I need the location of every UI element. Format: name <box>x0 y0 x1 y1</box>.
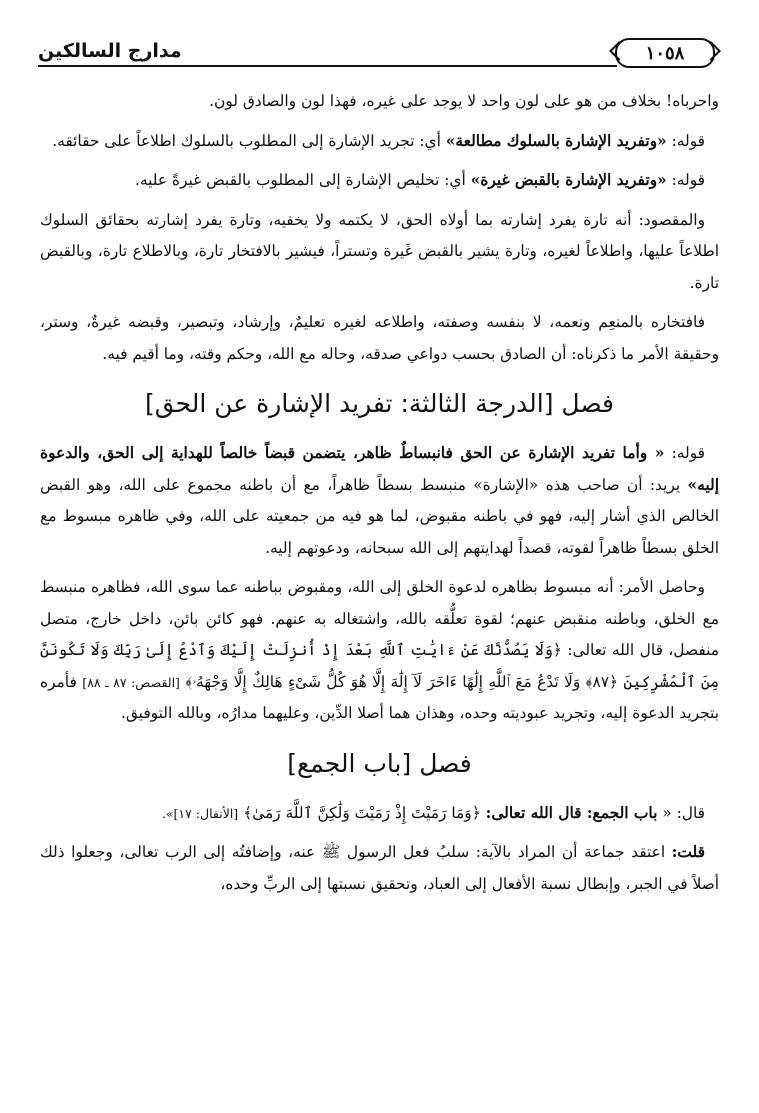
verse-reference: [الأنفال: ١٧]». <box>161 805 239 821</box>
paragraph: فافتخاره بالمنعِم ونعمه، لا بنفسه وصفته، واطلاعه لغيره تعليمٌ، وإرشاد، وتبصير، وقبضه غيرةٌ، وستر، وحقيقة الأمر ما ذكرناه: أن الصادق بحسب دواعي صدقه، وحاله مع الله، وحكم وقته، وما أقيم فيه. <box>40 313 719 363</box>
quran-verse: ﴿وَمَا رَمَيْتَ إِذْ رَمَيْتَ وَلَٰكِنَّ ٱللَّهَ رَمَىٰ﴾ <box>243 803 481 822</box>
paragraph-text: أي: تجريد الإشارة إلى المطلوب بالسلوك اطلاعاً على حقائقه. <box>52 131 441 150</box>
section-heading: فصل [الدرجة الثالثة: تفريد الإشارة عن الحق] <box>145 389 614 418</box>
page-body <box>40 86 719 908</box>
paragraph-lead: قوله: <box>671 444 705 462</box>
running-header <box>38 34 715 70</box>
paragraph <box>40 837 719 900</box>
paragraph <box>40 165 719 197</box>
section-heading: فصل [باب الجمع] <box>287 748 472 778</box>
quoted-text: «وتفريد الإشارة بالسلوك مطالعة» <box>445 131 667 150</box>
paragraph: والمقصود: أنه تارة يفرد إشارته بما أولاه الحق، لا يكتمه ولا يخفيه، وتارة يفرد إشارته بحقائق السلوك اطلاعاً عليها، واطلاعاً لغيره، وتارة يشير بالقبض غَيرة وتستراً، فيشير بالافتخار تارة، وبالاطلاع تارة، وبالقبض تارة. <box>40 210 719 292</box>
paragraph-lead: قال: « <box>662 803 705 822</box>
paragraph-lead: قلت: <box>671 843 705 861</box>
paragraph-text: يريد: أن صاحب هذه «الإشارة» منبسط بسطاً ظاهراً، مع أن باطنه مجموع على الله، وهو القبض الخالص الذي أشار إليه، فهو في باطنه مقبوض، لما هو فيه من جمعيته على الله، وفي ظاهره مبسوط مع الخلق بسطاً ظاهراً لقوته، قصداً لهدايتهم إلى الله سبحانه، ودعوتهم إليه. <box>40 475 719 557</box>
paragraph-lead: قوله: <box>671 131 705 150</box>
paragraph: واحرباه! بخلاف من هو على لون واحد لا يوجد على غيره، فهذا لون والصادق لون. <box>209 92 719 110</box>
paragraph <box>40 126 719 158</box>
quoted-text: « وأما تفريد الإشارة عن الحق فانبساطٌ ظاهر، يتضمن قبضاً خالصاً للهداية إلى الحق، والدعوة إليه» <box>40 444 719 494</box>
paragraph-text: وحاصل الأمر: أنه مبسوط بظاهره لدعوة الخلق إلى الله، ومقبوض بباطنه عما سوى الله، فظاهره منبسط مع الخلق، وباطنه منقبض عنهم؛ لقوة تعلُّقه بالله، واشتغاله به عنهم. فهو كائن بائن، داخل خارج، متصل منفصل، قال الله تعالى: <box>40 578 719 659</box>
paragraph <box>40 572 719 730</box>
paragraph-lead: قوله: <box>671 171 705 189</box>
book-title: مدارج السالكين <box>38 40 182 62</box>
paragraph <box>40 438 719 564</box>
paragraph-text: فأمره بتجريد الدعوة إليه، وتجريد عبوديته وحده، وهذان هما أصلا الدِّين، وعليهما مدارُه، وبالله التوفيق. <box>40 672 719 722</box>
quoted-text: «وتفريد الإشارة بالقبض غيرة» <box>470 171 667 189</box>
page-number: ١٠٥٨ <box>615 38 715 68</box>
header-rule <box>38 65 617 67</box>
paragraph <box>40 798 719 830</box>
verse-reference: [القصص: ٨٧ ـ ٨٨] <box>82 674 180 690</box>
paragraph-text: اعتقد جماعة أن المراد بالآية: سلبُ فعل الرسول ﷺ عنه، وإضافتُه إلى الرب تعالى، وجعلوا ذلك أصلاً في الجبر، وإبطال نسبة الأفعال إلى العباد، وتحقيق نسبتها إلى الربِّ وحده، <box>40 843 719 893</box>
quran-verse: ﴿وَلَا يَصُدُّنَّكَ عَنْ ءَايَٰتِ ٱللَّهِ بَعْدَ إِذْ أُنزِلَتْ إِلَيْكَ وَٱدْعُ إِلَىٰ رَبِّكَ وَلَا تَكُونَنَّ مِنَ ٱلْمُشْرِكِينَ ﴿٨٧﴾ وَلَا تَدْعُ مَعَ ٱللَّهِ إِلَٰهًا ءَاخَرَ لَآ إِلَٰهَ إِلَّا هُوَ كُلُّ شَىْءٍ هَالِكٌ إِلَّا وَجْهَهُۥ﴾ <box>40 641 719 691</box>
paragraph-text: أي: تخليص الإشارة إلى المطلوب بالقبض غيرةً عليه. <box>134 171 466 189</box>
quoted-text: باب الجمع: قال الله تعالى: <box>485 803 658 822</box>
